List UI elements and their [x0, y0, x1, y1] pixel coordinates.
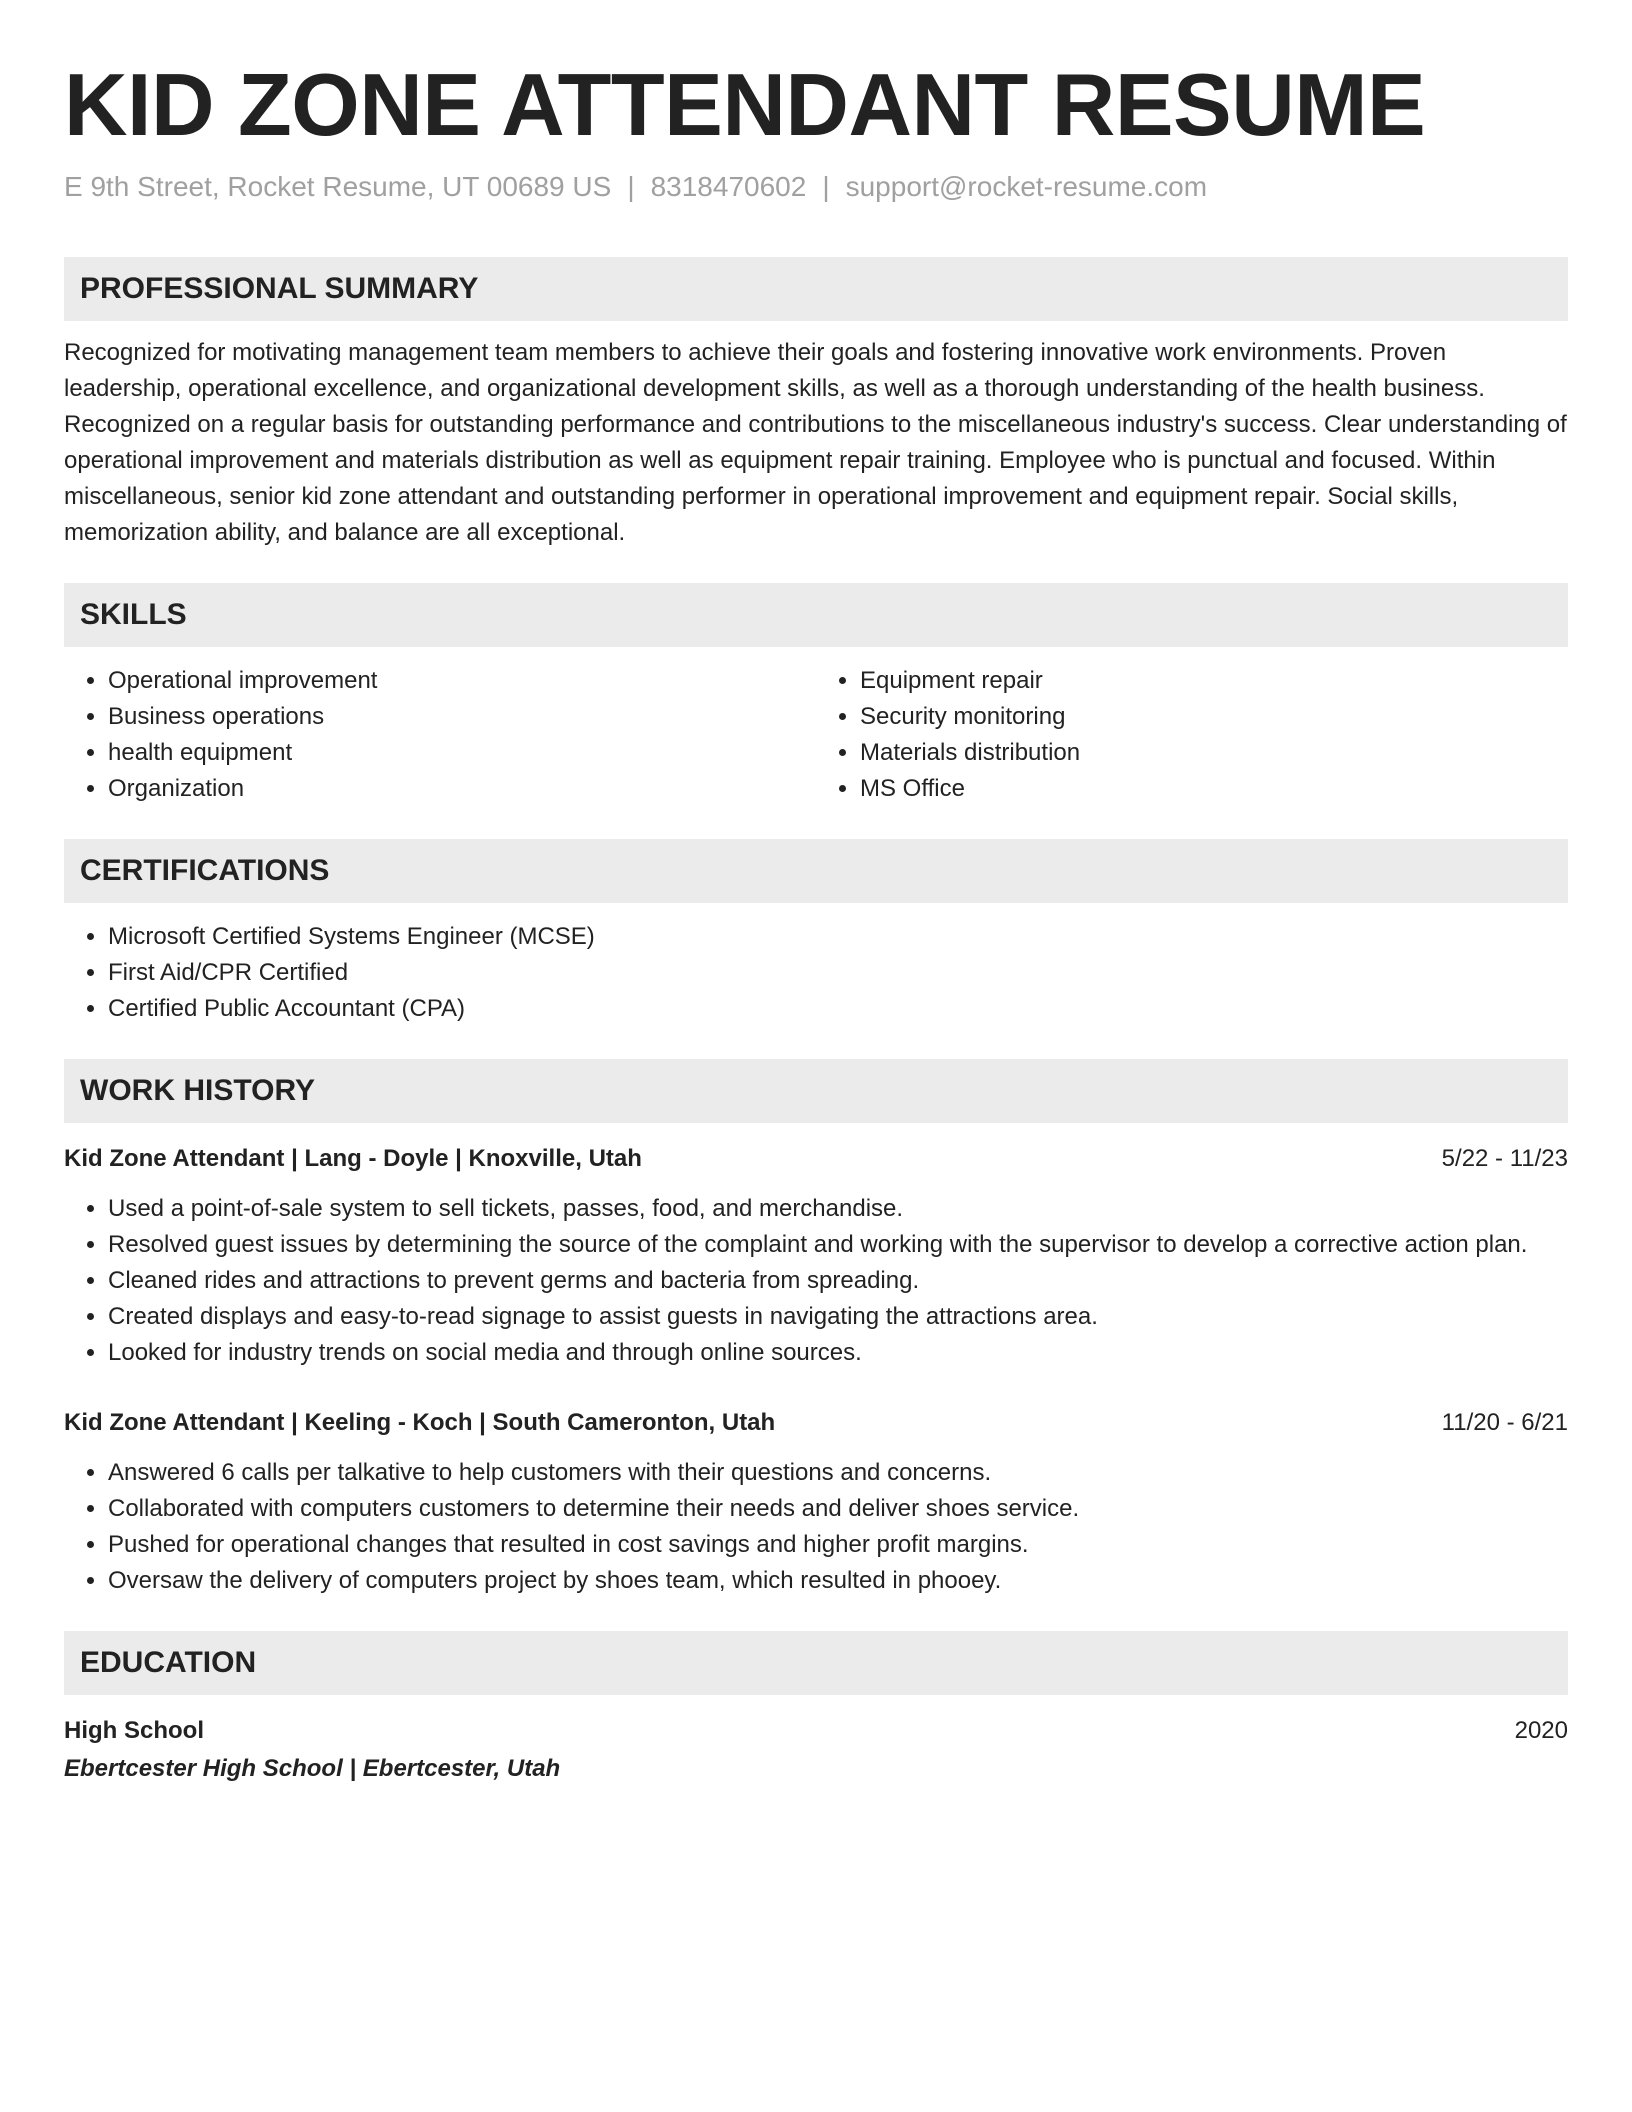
work-history-section — [64, 1059, 1568, 1599]
job-bullet: • Looked for industry trends on social media and through online sources. — [108, 1335, 1568, 1371]
job-bullet: • Resolved guest issues by determining the source of the complaint and working with the supervisor to develop a corrective action plan. — [108, 1227, 1568, 1263]
summary-heading: PROFESSIONAL SUMMARY — [64, 257, 1568, 321]
job-bullets — [64, 1455, 1568, 1599]
job-bullet: • Cleaned rides and attractions to prevent germs and bacteria from spreading. — [108, 1263, 1568, 1299]
education-school: Ebertcester High School | Ebertcester, Utah — [64, 1755, 561, 1782]
education-degree: High School — [64, 1717, 204, 1744]
skill-item: • Equipment repair — [860, 663, 1568, 699]
skill-item: • Business operations — [108, 699, 816, 735]
certifications-list — [64, 919, 1568, 1027]
job-bullet: • Used a point-of-sale system to sell tickets, passes, food, and merchandise. — [108, 1191, 1568, 1227]
contact-address: E 9th Street, Rocket Resume, UT 00689 US — [64, 171, 612, 202]
certification-item: • Microsoft Certified Systems Engineer (MCSE) — [108, 919, 1568, 955]
job-bullets — [64, 1191, 1568, 1371]
contact-separator: | — [822, 171, 830, 202]
skill-item: • Security monitoring — [860, 699, 1568, 735]
job-bullet: • Pushed for operational changes that resulted in cost savings and higher profit margins. — [108, 1527, 1568, 1563]
certification-item: • Certified Public Accountant (CPA) — [108, 991, 1568, 1027]
education-heading: EDUCATION — [64, 1631, 1568, 1695]
contact-email: support@rocket-resume.com — [845, 171, 1208, 202]
contact-line — [64, 169, 1568, 205]
certification-item: • First Aid/CPR Certified — [108, 955, 1568, 991]
skills-section — [64, 583, 1568, 807]
contact-phone: 8318470602 — [650, 171, 807, 202]
skill-item: • Operational improvement — [108, 663, 816, 699]
summary-text: Recognized for motivating management team members to achieve their goals and fostering innovative work environments. Proven leadership, operational excellence, and organizational development skills, as well as a thorough understanding of the health business. Recognized on a regular basis for outstanding performance and contributions to the miscellaneous industry's success. Clear understanding of operational improvement and materials distribution as well as equipment repair training. Employee who is punctual and focused. Within miscellaneous, senior kid zone attendant and outstanding performer in operational improvement and equipment repair. Social skills, memorization ability, and balance are all exceptional. — [64, 339, 1567, 546]
job-header — [64, 1405, 1568, 1441]
work-history-heading: WORK HISTORY — [64, 1059, 1568, 1123]
certifications-section — [64, 839, 1568, 1027]
education-header — [64, 1713, 1568, 1749]
job-bullet: • Oversaw the delivery of computers project by shoes team, which resulted in phooey. — [108, 1563, 1568, 1599]
job-bullet: • Collaborated with computers customers to determine their needs and deliver shoes service. — [108, 1491, 1568, 1527]
job-title: Kid Zone Attendant | Lang - Doyle | Knoxville, Utah — [64, 1145, 642, 1172]
job-header — [64, 1141, 1568, 1177]
skill-item: • Organization — [108, 771, 816, 807]
skill-item: • Materials distribution — [860, 735, 1568, 771]
skills-heading: SKILLS — [64, 583, 1568, 647]
job-dates: 5/22 - 11/23 — [1441, 1145, 1568, 1172]
job-entry — [64, 1141, 1568, 1371]
summary-section — [64, 257, 1568, 551]
certifications-heading: CERTIFICATIONS — [64, 839, 1568, 903]
job-bullet: • Answered 6 calls per talkative to help customers with their questions and concerns. — [108, 1455, 1568, 1491]
job-entry — [64, 1405, 1568, 1599]
resume-title: KID ZONE ATTENDANT RESUME — [64, 55, 1426, 154]
skills-list-left — [64, 663, 816, 807]
job-title: Kid Zone Attendant | Keeling - Koch | South Cameronton, Utah — [64, 1409, 776, 1436]
education-section — [64, 1631, 1568, 1787]
skill-item: • health equipment — [108, 735, 816, 771]
job-dates: 11/20 - 6/21 — [1441, 1409, 1568, 1436]
job-bullet: • Created displays and easy-to-read signage to assist guests in navigating the attractions area. — [108, 1299, 1568, 1335]
skills-grid — [64, 647, 1568, 807]
skill-item: • MS Office — [860, 771, 1568, 807]
contact-separator: | — [627, 171, 635, 202]
education-year: 2020 — [1514, 1717, 1568, 1744]
skills-list-right — [816, 663, 1568, 807]
